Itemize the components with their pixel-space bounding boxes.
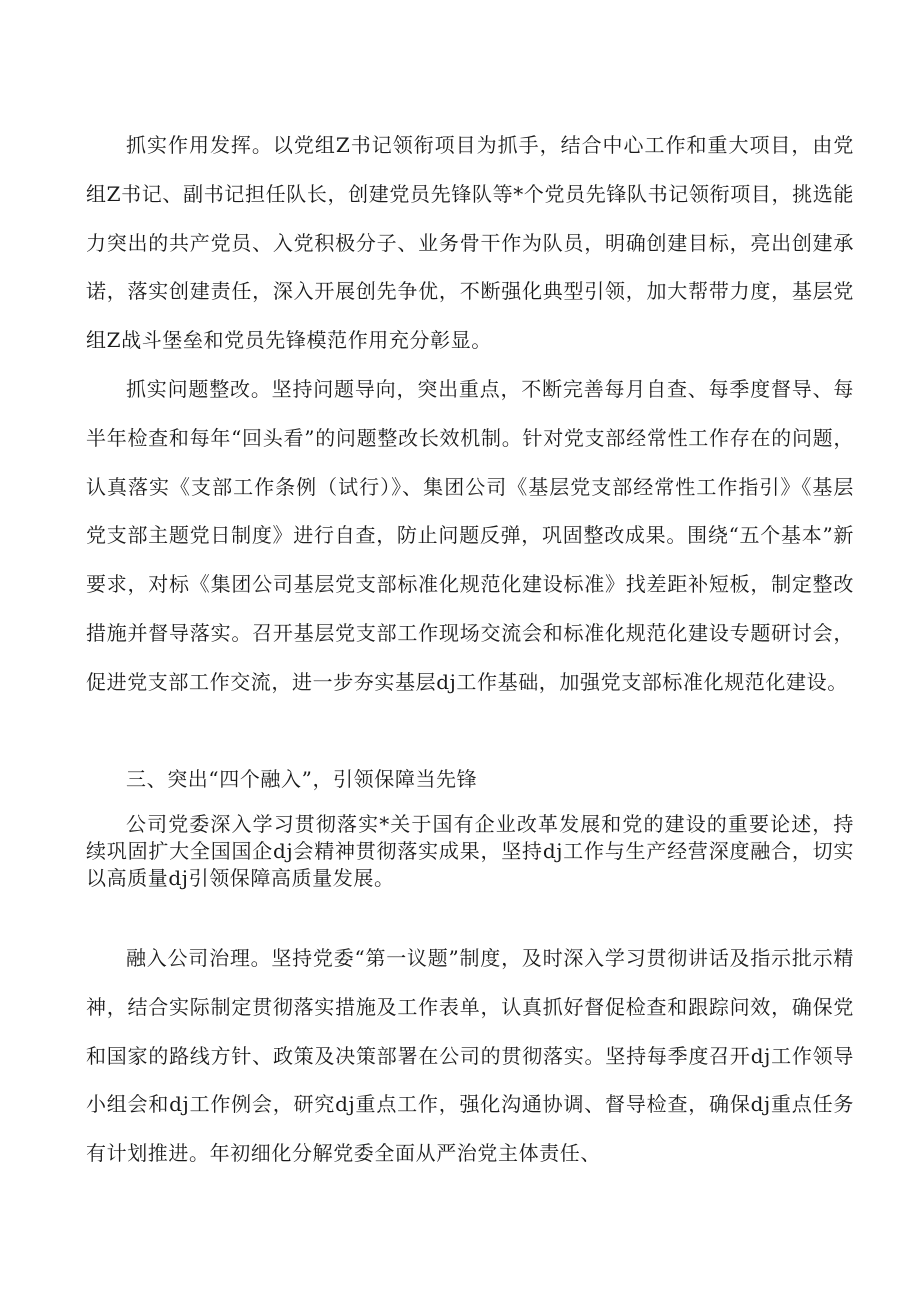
paragraph-role-play: 抓实作用发挥。以党组Z书记领衔项目为抓手，结合中心工作和重大项目，由党组Z书记、副书记担任队长，创建党员先锋队等*个党员先锋队书记领衔项目，挑选能力突出的共产党员、入党积极分子、业务骨干作为队员，明确创建目标，亮出创建承诺，落实创建责任，深入开展创先争优，不断强化典型引领，加大帮带力度，基层党组Z战斗堡垒和党员先锋模范作用充分彰显。 — [86, 133, 854, 353]
paragraph-corporate-governance: 融入公司治理。坚持党委“第一议题”制度，及时深入学习贯彻讲话及指示批示精神，结合实际制定贯彻落实措施及工作表单，认真抓好督促检查和跟踪问效，确保党和国家的路线方针、政策及决策部署在公司的贯彻落实。坚持每季度召开dj工作领导小组会和dj工作例会，研究dj重点工作，强化沟通协调、督导检查，确保dj重点任务有计划推进。年初细化分解党委全面从严治党主体责任、 — [86, 946, 854, 1166]
section-heading: 三、突出“四个融入”，引领保障当先锋 — [126, 767, 478, 791]
paragraph-party-committee-summary: 公司党委深入学习贯彻落实*关于国有企业改革发展和党的建设的重要论述，持续巩固扩大全国国企dj会精神贯彻落实成果，坚持dj工作与生产经营深度融合，切实以高质量dj引领保障高质量发展。 — [86, 812, 854, 890]
paragraph-problem-rectification: 抓实问题整改。坚持问题导向，突出重点，不断完善每月自查、每季度督导、每半年检查和每年“回头看”的问题整改长效机制。针对党支部经常性工作存在的问题，认真落实《支部工作条例（试行）》、集团公司《基层党支部经常性工作指引》《基层党支部主题党日制度》进行自查，防止问题反弹，巩固整改成果。围绕“五个基本”新要求，对标《集团公司基层党支部标准化规范化建设标准》找差距补短板，制定整改措施并督导落实。召开基层党支部工作现场交流会和标准化规范化建设专题研讨会，促进党支部工作交流，进一步夯实基层dj工作基础，加强党支部标准化规范化建设。 — [86, 377, 854, 694]
